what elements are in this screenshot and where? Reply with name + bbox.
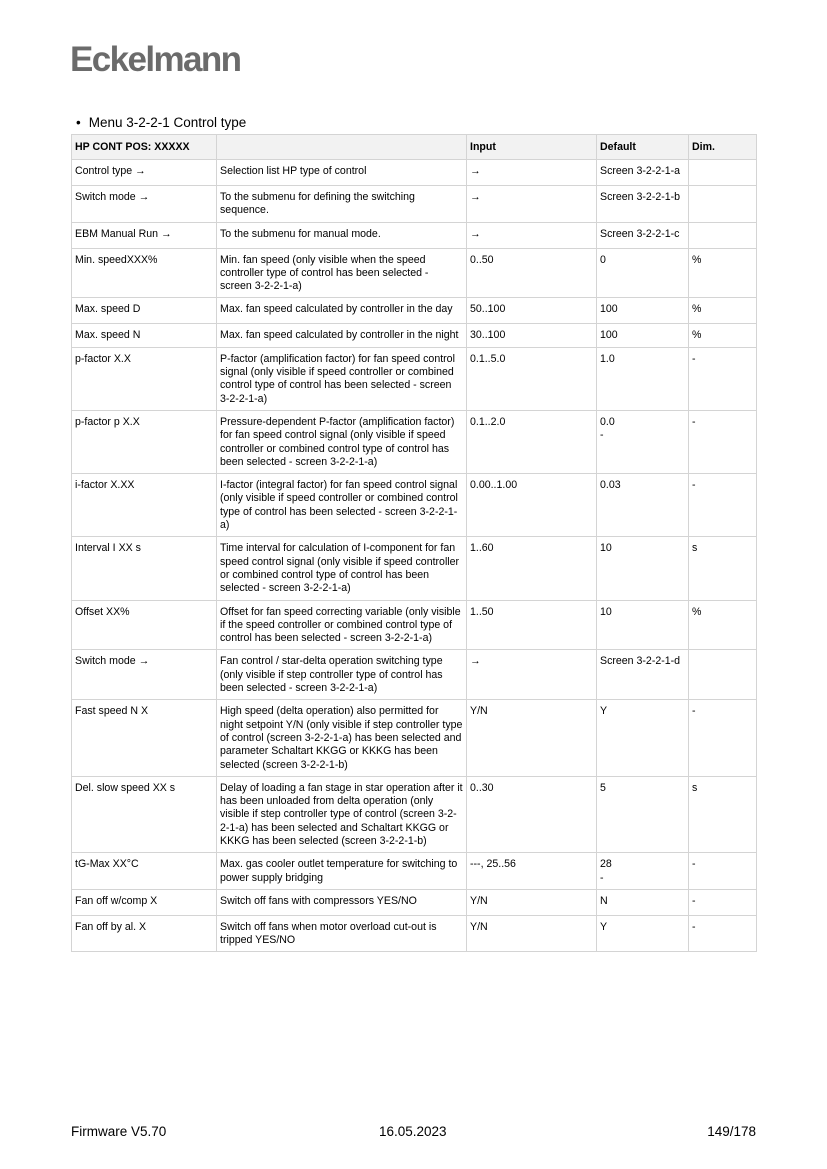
param-default: 100	[597, 298, 689, 324]
param-desc: To the submenu for defining the switching sequence.	[217, 186, 467, 223]
footer-date: 16.05.2023	[379, 1124, 447, 1139]
param-input: →	[467, 650, 597, 700]
param-input: Y/N	[467, 915, 597, 952]
param-dim	[689, 160, 757, 186]
param-name: Fan off w/comp X	[72, 889, 217, 915]
table-row	[72, 298, 757, 324]
param-default: Y	[597, 915, 689, 952]
param-dim	[689, 650, 757, 700]
param-dim: -	[689, 889, 757, 915]
param-name: p-factor X.X	[72, 347, 217, 410]
param-dim	[689, 222, 757, 248]
param-default: 28	[600, 858, 612, 871]
param-desc: Max. fan speed calculated by controller in the day	[217, 298, 467, 324]
param-input: 50..100	[467, 298, 597, 324]
param-desc-cell	[217, 474, 467, 537]
param-name: Switch mode →	[72, 186, 217, 223]
table-row	[72, 324, 757, 347]
param-default-cell	[597, 410, 689, 473]
param-input: ---, 25..56	[467, 853, 597, 890]
param-name: Switch mode →	[72, 650, 217, 700]
param-desc: To the submenu for manual mode.	[217, 222, 467, 248]
parameter-table	[71, 134, 757, 952]
param-name: Fast speed N X	[72, 700, 217, 776]
param-name: Control type →	[72, 160, 217, 186]
table-row	[72, 222, 757, 248]
param-default-sub: -	[600, 429, 604, 442]
param-dim: %	[689, 298, 757, 324]
param-dim	[689, 186, 757, 223]
param-default: 0.0	[600, 415, 615, 428]
param-desc: I-factor (integral factor) for fan speed control signal	[220, 479, 458, 492]
param-dim: -	[689, 347, 757, 410]
header-description	[217, 135, 467, 160]
footer-page-number: 149/178	[707, 1124, 756, 1139]
table-row	[72, 248, 757, 298]
param-name: Del. slow speed XX s	[72, 776, 217, 852]
param-dim: -	[689, 474, 757, 537]
param-dim: -	[689, 853, 757, 890]
table-row	[72, 776, 757, 852]
header-dim: Dim.	[689, 135, 757, 160]
param-dim: %	[689, 248, 757, 298]
table-row	[72, 347, 757, 410]
param-input: 0..30	[467, 776, 597, 852]
param-default-cell	[597, 853, 689, 890]
param-desc: Fan control / star-delta operation switching type (only visible if step controller type of control has been selected - screen 3-2-2-1-a)	[217, 650, 467, 700]
param-default: 100	[597, 324, 689, 347]
param-desc: Offset for fan speed correcting variable (only visible if the speed controller or combined control type of control has been selected - screen 3-2-2-1-a)	[217, 600, 467, 650]
param-name: Fan off by al. X	[72, 915, 217, 952]
param-default: 0	[597, 248, 689, 298]
param-default: Screen 3-2-2-1-d	[597, 650, 689, 700]
param-desc: Min. fan speed (only visible when the speed controller type of control has been selected - screen 3-2-2-1-a)	[217, 248, 467, 298]
param-desc: High speed (delta operation) also permitted for night setpoint Y/N (only visible if step controller type of control (screen 3-2-2-1-a) has been selected and parameter Schaltart KKGG or KKKG has been selected (screen 3-2-2-1-b)	[217, 700, 467, 776]
param-desc: Max. fan speed calculated by controller in the night	[217, 324, 467, 347]
company-logo: Eckelmann	[70, 40, 241, 79]
param-dim: -	[689, 700, 757, 776]
param-dim: s	[689, 776, 757, 852]
table-row	[72, 700, 757, 776]
param-default: 0.03	[597, 474, 689, 537]
param-desc: Delay of loading a fan stage in star operation after it has been unloaded from delta operation (only visible if step controller type of control (screen 3-2-2-1-a) has been selected and Schaltart KKGG or KKKG has been selected (screen 3-2-2-1-b)	[217, 776, 467, 852]
param-desc: Pressure-dependent P-factor (amplification factor) for fan speed control signal (only visible if speed controller or combined control type of control has been selected - screen 3-2-2-1-a)	[217, 410, 467, 473]
param-dim: %	[689, 600, 757, 650]
param-name: i-factor X.XX	[72, 474, 217, 537]
param-dim: %	[689, 324, 757, 347]
param-input: →	[467, 222, 597, 248]
table-row	[72, 186, 757, 223]
footer-firmware: Firmware V5.70	[71, 1124, 167, 1139]
table-row	[72, 474, 757, 537]
param-input: 30..100	[467, 324, 597, 347]
param-input: 0.1..2.0	[467, 410, 597, 473]
table-row	[72, 160, 757, 186]
param-default: Screen 3-2-2-1-c	[597, 222, 689, 248]
bullet: •	[76, 115, 81, 130]
param-desc: Switch off fans when motor overload cut-out is tripped YES/NO	[217, 915, 467, 952]
section-heading	[76, 115, 246, 130]
param-desc: Max. gas cooler outlet temperature for switching to power supply bridging	[217, 853, 467, 890]
table-row	[72, 600, 757, 650]
param-default: N	[597, 889, 689, 915]
param-default: Screen 3-2-2-1-b	[597, 186, 689, 223]
table-row	[72, 915, 757, 952]
table-header-row	[72, 135, 757, 160]
param-default: 10	[597, 537, 689, 600]
param-input: →	[467, 160, 597, 186]
param-input: 0.00..1.00	[467, 474, 597, 537]
param-default: 5	[597, 776, 689, 852]
param-name: Interval I XX s	[72, 537, 217, 600]
param-input: Y/N	[467, 889, 597, 915]
param-desc: Selection list HP type of control	[217, 160, 467, 186]
param-input: 0..50	[467, 248, 597, 298]
param-input: →	[467, 186, 597, 223]
section-title: Menu 3-2-2-1 Control type	[88, 115, 247, 130]
param-input: 1..50	[467, 600, 597, 650]
param-input: 0.1..5.0	[467, 347, 597, 410]
param-default: Y	[597, 700, 689, 776]
table-row	[72, 410, 757, 473]
param-name: tG-Max XX°C	[72, 853, 217, 890]
param-desc-sub: (only visible if speed controller or combined control type of control has been selected - screen 3-2-2-1-a)	[220, 492, 458, 532]
header-default: Default	[597, 135, 689, 160]
table-row	[72, 537, 757, 600]
param-default-sub: -	[600, 871, 604, 884]
param-desc: Time interval for calculation of I-component for fan speed control signal (only visible if speed controller or combined control type of control has been selected - screen 3-2-2-1-a)	[217, 537, 467, 600]
param-name: Min. speedXXX%	[72, 248, 217, 298]
header-menu: HP CONT POS: XXXXX	[72, 135, 217, 160]
param-dim: s	[689, 537, 757, 600]
param-name: Max. speed D	[72, 298, 217, 324]
table-row	[72, 650, 757, 700]
param-default: Screen 3-2-2-1-a	[597, 160, 689, 186]
param-default: 1.0	[597, 347, 689, 410]
param-name: p-factor p X.X	[72, 410, 217, 473]
param-input: 1..60	[467, 537, 597, 600]
param-dim: -	[689, 410, 757, 473]
param-name: Offset XX%	[72, 600, 217, 650]
param-name: EBM Manual Run →	[72, 222, 217, 248]
param-desc: Switch off fans with compressors YES/NO	[217, 889, 467, 915]
table-row	[72, 853, 757, 890]
table-row	[72, 889, 757, 915]
param-desc: P-factor (amplification factor) for fan speed control signal (only visible if speed controller or combined control type of control has been selected - screen 3-2-2-1-a)	[217, 347, 467, 410]
param-input: Y/N	[467, 700, 597, 776]
header-input: Input	[467, 135, 597, 160]
param-dim: -	[689, 915, 757, 952]
param-default: 10	[597, 600, 689, 650]
param-name: Max. speed N	[72, 324, 217, 347]
